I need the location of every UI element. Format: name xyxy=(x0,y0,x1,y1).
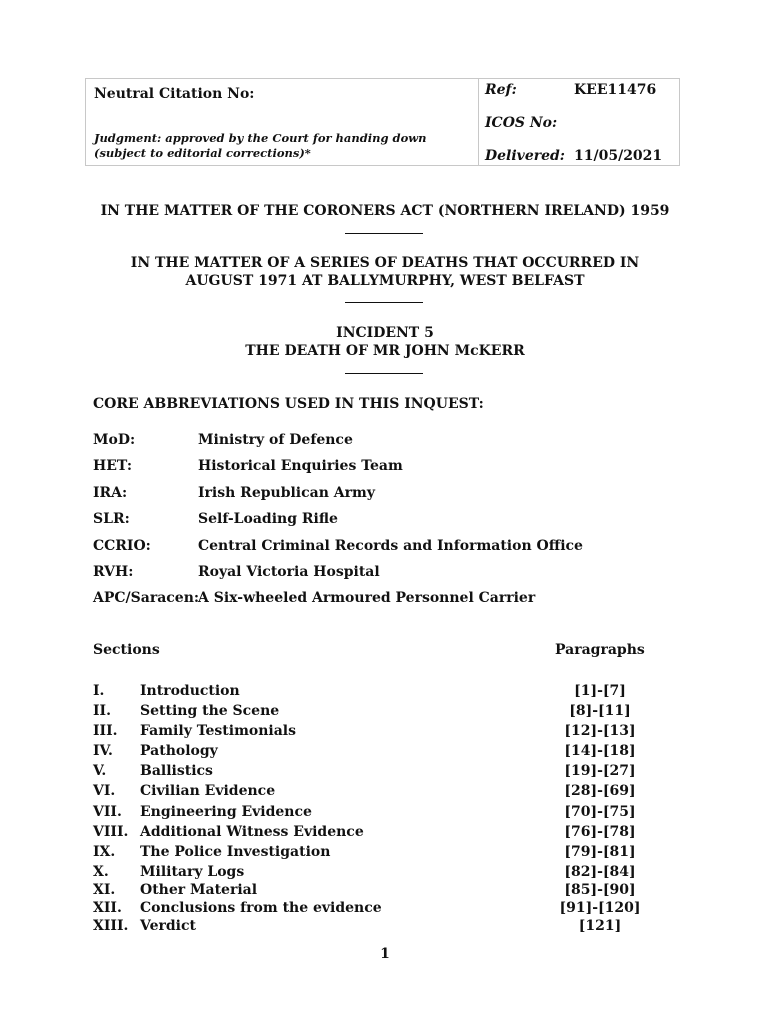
toc-number: XI. xyxy=(93,882,116,898)
abbreviation-value: Royal Victoria Hospital xyxy=(198,564,380,580)
toc-row xyxy=(0,783,770,801)
toc-number: I. xyxy=(93,683,105,699)
toc-paragraphs: [1]-[7] xyxy=(574,683,626,699)
approval-note xyxy=(94,131,427,161)
toc-title: Verdict xyxy=(140,918,196,934)
abbreviations-title: CORE ABBREVIATIONS USED IN THIS INQUEST: xyxy=(93,396,484,412)
toc-title: Introduction xyxy=(140,683,240,699)
citation-box xyxy=(85,78,680,166)
ref-value: KEE11476 xyxy=(574,82,657,98)
toc-row xyxy=(0,743,770,761)
act-heading: IN THE MATTER OF THE CORONERS ACT (NORTHERN IRELAND) 1959 xyxy=(100,203,670,219)
abbreviation-key: APC/Saracen: xyxy=(93,590,200,606)
abbreviation-key: HET: xyxy=(93,458,132,474)
paragraphs-label: Paragraphs xyxy=(555,642,645,658)
citation-left-cell xyxy=(86,79,479,165)
abbreviation-key: MoD: xyxy=(93,432,136,448)
toc-row xyxy=(0,804,770,822)
toc-number: IX. xyxy=(93,844,116,860)
icos-label: ICOS No: xyxy=(485,115,558,131)
toc-title: Ballistics xyxy=(140,763,213,779)
toc-number: V. xyxy=(93,763,107,779)
divider xyxy=(345,373,423,374)
toc-paragraphs: [82]-[84] xyxy=(564,864,636,880)
neutral-citation-label: Neutral Citation No: xyxy=(94,86,255,102)
delivered-value: 11/05/2021 xyxy=(574,148,663,164)
toc-title: Additional Witness Evidence xyxy=(140,824,364,840)
toc-title: Engineering Evidence xyxy=(140,804,312,820)
toc-row xyxy=(0,824,770,842)
toc-paragraphs: [8]-[11] xyxy=(569,703,631,719)
toc-paragraphs: [28]-[69] xyxy=(564,783,636,799)
abbreviation-value: Central Criminal Records and Information Office xyxy=(198,538,583,554)
abbreviation-key: RVH: xyxy=(93,564,134,580)
toc-paragraphs: [121] xyxy=(578,918,622,934)
toc-title: Conclusions from the evidence xyxy=(140,900,382,916)
toc-paragraphs: [70]-[75] xyxy=(564,804,636,820)
toc-title: Other Material xyxy=(140,882,258,898)
toc-number: III. xyxy=(93,723,118,739)
toc-row xyxy=(0,864,770,882)
abbreviation-value: Historical Enquiries Team xyxy=(198,458,403,474)
toc-paragraphs: [79]-[81] xyxy=(564,844,636,860)
toc-number: VI. xyxy=(93,783,116,799)
deaths-heading-line2: AUGUST 1971 AT BALLYMURPHY, WEST BELFAST xyxy=(185,273,585,289)
toc-number: X. xyxy=(93,864,109,880)
toc-paragraphs: [91]-[120] xyxy=(559,900,641,916)
abbreviation-key: CCRIO: xyxy=(93,538,151,554)
toc-title: Civilian Evidence xyxy=(140,783,276,799)
toc-paragraphs: [85]-[90] xyxy=(564,882,636,898)
toc-row xyxy=(0,900,770,918)
approval-subnote: (subject to editorial corrections)* xyxy=(94,146,311,160)
ref-label: Ref: xyxy=(485,82,517,98)
toc-title: Military Logs xyxy=(140,864,245,880)
death-heading: THE DEATH OF MR JOHN McKERR xyxy=(245,343,525,359)
toc-row xyxy=(0,703,770,721)
abbreviation-value: Irish Republican Army xyxy=(198,485,375,501)
deaths-heading-line1: IN THE MATTER OF A SERIES OF DEATHS THAT OCCURRED IN xyxy=(130,255,640,271)
divider xyxy=(345,302,423,303)
toc-title: Setting the Scene xyxy=(140,703,280,719)
toc-number: VIII. xyxy=(93,824,129,840)
delivered-label: Delivered: xyxy=(485,148,565,164)
toc-row xyxy=(0,723,770,741)
toc-paragraphs: [12]-[13] xyxy=(564,723,636,739)
incident-heading: INCIDENT 5 xyxy=(336,325,434,341)
abbreviation-key: SLR: xyxy=(93,511,130,527)
abbreviation-key: IRA: xyxy=(93,485,128,501)
page-number: 1 xyxy=(380,946,390,962)
toc-number: IV. xyxy=(93,743,113,759)
toc-number: XIII. xyxy=(93,918,129,934)
abbreviation-value: Self-Loading Rifle xyxy=(198,511,338,527)
abbreviation-value: A Six-wheeled Armoured Personnel Carrier xyxy=(198,590,536,606)
divider xyxy=(345,233,423,234)
toc-number: VII. xyxy=(93,804,122,820)
toc-row xyxy=(0,763,770,781)
toc-title: Pathology xyxy=(140,743,218,759)
toc-row xyxy=(0,918,770,936)
toc-row xyxy=(0,844,770,862)
toc-paragraphs: [14]-[18] xyxy=(564,743,636,759)
toc-title: The Police Investigation xyxy=(140,844,331,860)
toc-number: XII. xyxy=(93,900,122,916)
approval-line: Judgment: approved by the Court for handing down xyxy=(94,131,427,145)
toc-number: II. xyxy=(93,703,111,719)
toc-paragraphs: [76]-[78] xyxy=(564,824,636,840)
abbreviation-value: Ministry of Defence xyxy=(198,432,353,448)
sections-label: Sections xyxy=(93,642,160,658)
toc-row xyxy=(0,882,770,900)
toc-row xyxy=(0,683,770,701)
toc-paragraphs: [19]-[27] xyxy=(564,763,636,779)
toc-title: Family Testimonials xyxy=(140,723,297,739)
